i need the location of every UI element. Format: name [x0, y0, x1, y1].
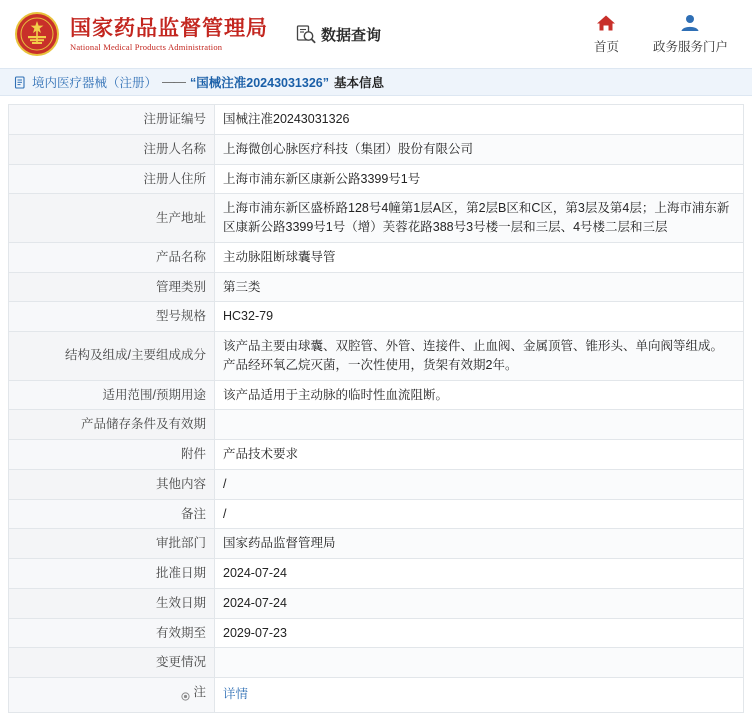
row-value: 第三类 — [215, 272, 744, 302]
row-label-note-text: 注 — [193, 685, 206, 699]
row-value — [215, 648, 744, 678]
table-row — [9, 164, 744, 194]
row-label: 批准日期 — [9, 559, 215, 589]
home-icon — [596, 13, 616, 33]
row-label: 变更情况 — [9, 648, 215, 678]
row-value: HC32-79 — [215, 302, 744, 332]
row-value: 主动脉阻断球囊导管 — [215, 242, 744, 272]
table-row — [9, 588, 744, 618]
breadcrumb-tail: 基本信息 — [334, 76, 385, 90]
nav-item-home[interactable] — [594, 13, 619, 55]
table-row — [9, 242, 744, 272]
row-label: 产品名称 — [9, 242, 215, 272]
row-value: 产品技术要求 — [215, 440, 744, 470]
row-value: 上海市浦东新区康新公路3399号1号 — [215, 164, 744, 194]
row-value: 2024-07-24 — [215, 559, 744, 589]
row-label: 其他内容 — [9, 469, 215, 499]
row-label: 注册人名称 — [9, 134, 215, 164]
row-label: 管理类别 — [9, 272, 215, 302]
row-value: 2029-07-23 — [215, 618, 744, 648]
row-label-note — [9, 678, 215, 713]
registration-info-table — [8, 104, 744, 713]
row-value — [215, 410, 744, 440]
data-query-label: 数据查询 — [321, 26, 382, 44]
table-row — [9, 559, 744, 589]
detail-link[interactable]: 详情 — [223, 687, 249, 702]
row-label: 型号规格 — [9, 302, 215, 332]
row-value: 2024-07-24 — [215, 588, 744, 618]
table-row — [9, 440, 744, 470]
breadcrumb-separator: —— — [162, 75, 186, 89]
table-row — [9, 302, 744, 332]
table-row — [9, 410, 744, 440]
bullet-icon — [181, 688, 190, 697]
brand-block — [70, 16, 268, 52]
nav-label-home: 首页 — [593, 40, 619, 54]
breadcrumb-link[interactable]: 境内医疗器械（注册） — [32, 76, 158, 90]
row-label: 附件 — [9, 440, 215, 470]
row-label: 注册人住所 — [9, 164, 215, 194]
row-value: 该产品适用于主动脉的临时性血流阻断。 — [215, 380, 744, 410]
brand-title-en: National Medical Products Administration — [70, 42, 223, 53]
nav-item-service-portal[interactable] — [653, 13, 728, 55]
data-query-badge[interactable] — [296, 24, 381, 45]
brand-title-cn: 国家药品监督管理局 — [70, 15, 268, 40]
row-value: 国械注准20243031326 — [215, 105, 744, 135]
table-row — [9, 332, 744, 381]
national-emblem-icon — [14, 11, 60, 57]
table-row — [9, 105, 744, 135]
table-row — [9, 134, 744, 164]
row-label: 适用范围/预期用途 — [9, 380, 215, 410]
row-label: 审批部门 — [9, 529, 215, 559]
breadcrumb — [0, 68, 752, 96]
row-label: 注册证编号 — [9, 105, 215, 135]
table-row — [9, 648, 744, 678]
table-row — [9, 380, 744, 410]
registration-info-table-wrap — [0, 96, 752, 713]
row-value: 上海微创心脉医疗科技（集团）股份有限公司 — [215, 134, 744, 164]
page-header — [0, 0, 752, 68]
document-icon — [14, 76, 27, 89]
row-value: / — [215, 499, 744, 529]
table-row — [9, 194, 744, 243]
breadcrumb-code: “国械注准20243031326” — [190, 76, 329, 90]
header-nav — [594, 13, 736, 55]
row-value: 国家药品监督管理局 — [215, 529, 744, 559]
table-row — [9, 272, 744, 302]
row-label: 有效期至 — [9, 618, 215, 648]
nav-label-service-portal: 政务服务门户 — [652, 40, 728, 54]
row-value: 上海市浦东新区盛桥路128号4幢第1层A区，第2层B区和C区，第3层及第4层；上海市浦东新区康新公路3399号1号（增）芙蓉花路388号3号楼一层和三层、4号楼二层和三层 — [215, 194, 744, 243]
row-label: 结构及组成/主要组成成分 — [9, 332, 215, 381]
row-value-note — [215, 678, 744, 713]
row-label: 生产地址 — [9, 194, 215, 243]
table-row — [9, 618, 744, 648]
row-label: 产品储存条件及有效期 — [9, 410, 215, 440]
row-value: / — [215, 469, 744, 499]
table-row — [9, 469, 744, 499]
search-document-icon — [296, 24, 316, 44]
table-row-note — [9, 678, 744, 713]
row-value: 该产品主要由球囊、双腔管、外管、连接件、止血阀、金属顶管、锥形头、单向阀等组成。产品经环氧乙烷灭菌，一次性使用，货架有效期2年。 — [215, 332, 744, 381]
table-row — [9, 499, 744, 529]
table-row — [9, 529, 744, 559]
row-label: 备注 — [9, 499, 215, 529]
row-label: 生效日期 — [9, 588, 215, 618]
user-icon — [680, 13, 700, 33]
